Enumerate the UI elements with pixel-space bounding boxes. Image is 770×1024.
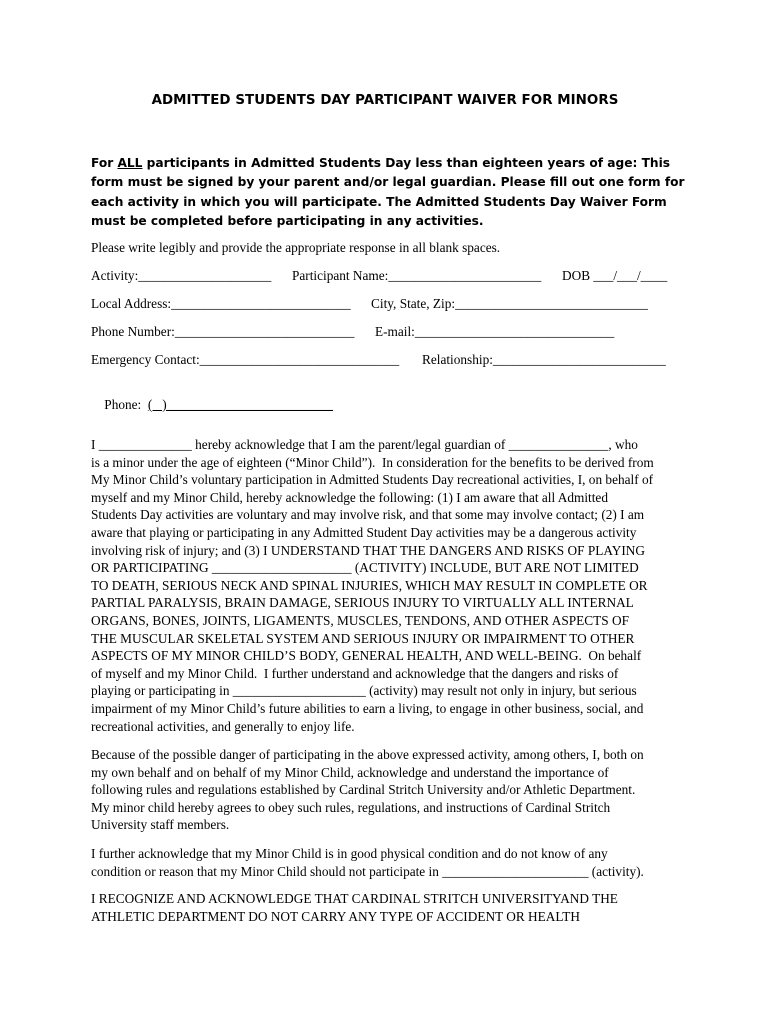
paragraph-line: OR PARTICIPATING _____________________ (ACTIVITY) INCLUDE, BUT ARE NOT LIMITED — [91, 560, 639, 576]
local-address-field[interactable]: Local Address:___________________________ — [91, 296, 351, 311]
paragraph-line: I RECOGNIZE AND ACKNOWLEDGE THAT CARDINAL STRITCH UNIVERSITYAND THE — [91, 891, 618, 906]
paragraph-line: ATHLETIC DEPARTMENT DO NOT CARRY ANY TYPE OF ACCIDENT OR HEALTH — [91, 908, 581, 924]
acknowledgement-paragraph — [91, 436, 691, 735]
paragraph-line: of myself and my Minor Child. I further understand and acknowledge that the dangers and risks of — [91, 665, 619, 681]
dob-field[interactable]: DOB ___/___/____ — [562, 268, 668, 283]
activity-field[interactable]: Activity:____________________ — [91, 268, 272, 283]
paragraph-line: involving risk of injury; and (3) I UNDERSTAND THAT THE DANGERS AND RISKS OF PLAYING — [91, 542, 645, 558]
relationship-field[interactable]: Relationship:__________________________ — [422, 352, 666, 367]
rules-paragraph — [91, 746, 691, 834]
participant-name-field[interactable]: Participant Name:_______________________ — [292, 268, 542, 283]
emergency-contact-field[interactable]: Emergency Contact:______________________________ — [91, 352, 400, 367]
paragraph-line: playing or participating in ____________________ (activity) may result not only in injury, but serious — [91, 683, 637, 699]
paragraph-line: following rules and regulations established by Cardinal Stritch University and/or Athletic Department. — [91, 782, 636, 798]
paragraph-line: PARTIAL PARALYSIS, BRAIN DAMAGE, SERIOUS INJURY TO VIRTUALLY ALL INTERNAL — [91, 595, 634, 611]
paragraph-line: Students Day activities are voluntary and may involve risk, and that some may involve contact; (2) I am — [91, 507, 645, 523]
paragraph-line: Because of the possible danger of participating in the above expressed activity, among others, I, both on — [91, 747, 644, 762]
paragraph-line: University staff members. — [91, 817, 230, 833]
paragraph-line: myself and my Minor Child, hereby acknowledge the following: (1) I am aware that all Admitted — [91, 489, 608, 505]
paragraph-line: condition or reason that my Minor Child should not participate in ______________________ (activity). — [91, 863, 644, 879]
paragraph-line: THE MUSCULAR SKELETAL SYSTEM AND SERIOUS INJURY OR IMPAIRMENT TO OTHER — [91, 630, 635, 646]
paragraph-line: I ______________ hereby acknowledge that I am the parent/legal guardian of _______________, who — [91, 437, 638, 452]
emergency-phone-field[interactable]: ( )_________________________ — [147, 397, 333, 412]
instructions-text: Please write legibly and provide the appropriate response in all blank spaces. — [91, 240, 501, 255]
paragraph-line: ORGANS, BONES, JOINTS, LIGAMENTS, MUSCLES, TENDONS, AND OTHER ASPECTS OF — [91, 612, 629, 628]
paragraph-line: my own behalf and on behalf of my Minor Child, acknowledge and understand the importance of — [91, 764, 609, 780]
paragraph-line: I further acknowledge that my Minor Child is in good physical condition and do not know of any — [91, 846, 608, 861]
intro-rest: participants in Admitted Students Day less than eighteen years of age: This form must be signed by your parent and/or legal guardian. Please fill out one form for each activity in which you will participate. The Admitted Students Day Waiver Form must be completed before participating in any activities. — [91, 156, 685, 229]
paragraph-line: is a minor under the age of eighteen (“Minor Child”). In consideration for the benefits to be derived from — [91, 454, 654, 470]
intro-all-emphasis: ALL — [117, 156, 143, 170]
paragraph-line: recreational activities, and generally to enjoy life. — [91, 718, 355, 734]
intro-lead: For — [91, 156, 118, 170]
paragraph-line: impairment of my Minor Child’s future abilities to earn a living, to engage in other business, social, and — [91, 700, 644, 716]
intro-notice — [91, 154, 691, 232]
paragraph-line: My minor child hereby agrees to obey such rules, regulations, and instructions of Cardinal Stritch — [91, 799, 611, 815]
condition-paragraph — [91, 845, 691, 880]
phone-number-field[interactable]: Phone Number:___________________________ — [91, 324, 355, 339]
paragraph-line: aware that playing or participating in any Admitted Student Day activities may be a dangerous activity — [91, 524, 637, 540]
paragraph-line: My Minor Child’s voluntary participation in Admitted Students Day recreational activities, I, on behalf of — [91, 472, 654, 488]
document-title: ADMITTED STUDENTS DAY PARTICIPANT WAIVER FOR MINORS — [151, 93, 619, 108]
city-state-zip-field[interactable]: City, State, Zip:_____________________________ — [371, 296, 648, 311]
insurance-paragraph — [91, 890, 691, 925]
emergency-phone-label: Phone: — [104, 397, 148, 412]
email-field[interactable]: E-mail:______________________________ — [375, 324, 615, 339]
paragraph-line: ASPECTS OF MY MINOR CHILD’S BODY, GENERAL HEALTH, AND WELL-BEING. On behalf — [91, 648, 642, 664]
paragraph-line: TO DEATH, SERIOUS NECK AND SPINAL INJURIES, WHICH MAY RESULT IN COMPLETE OR — [91, 577, 648, 593]
emergency-phone-row — [91, 381, 333, 429]
